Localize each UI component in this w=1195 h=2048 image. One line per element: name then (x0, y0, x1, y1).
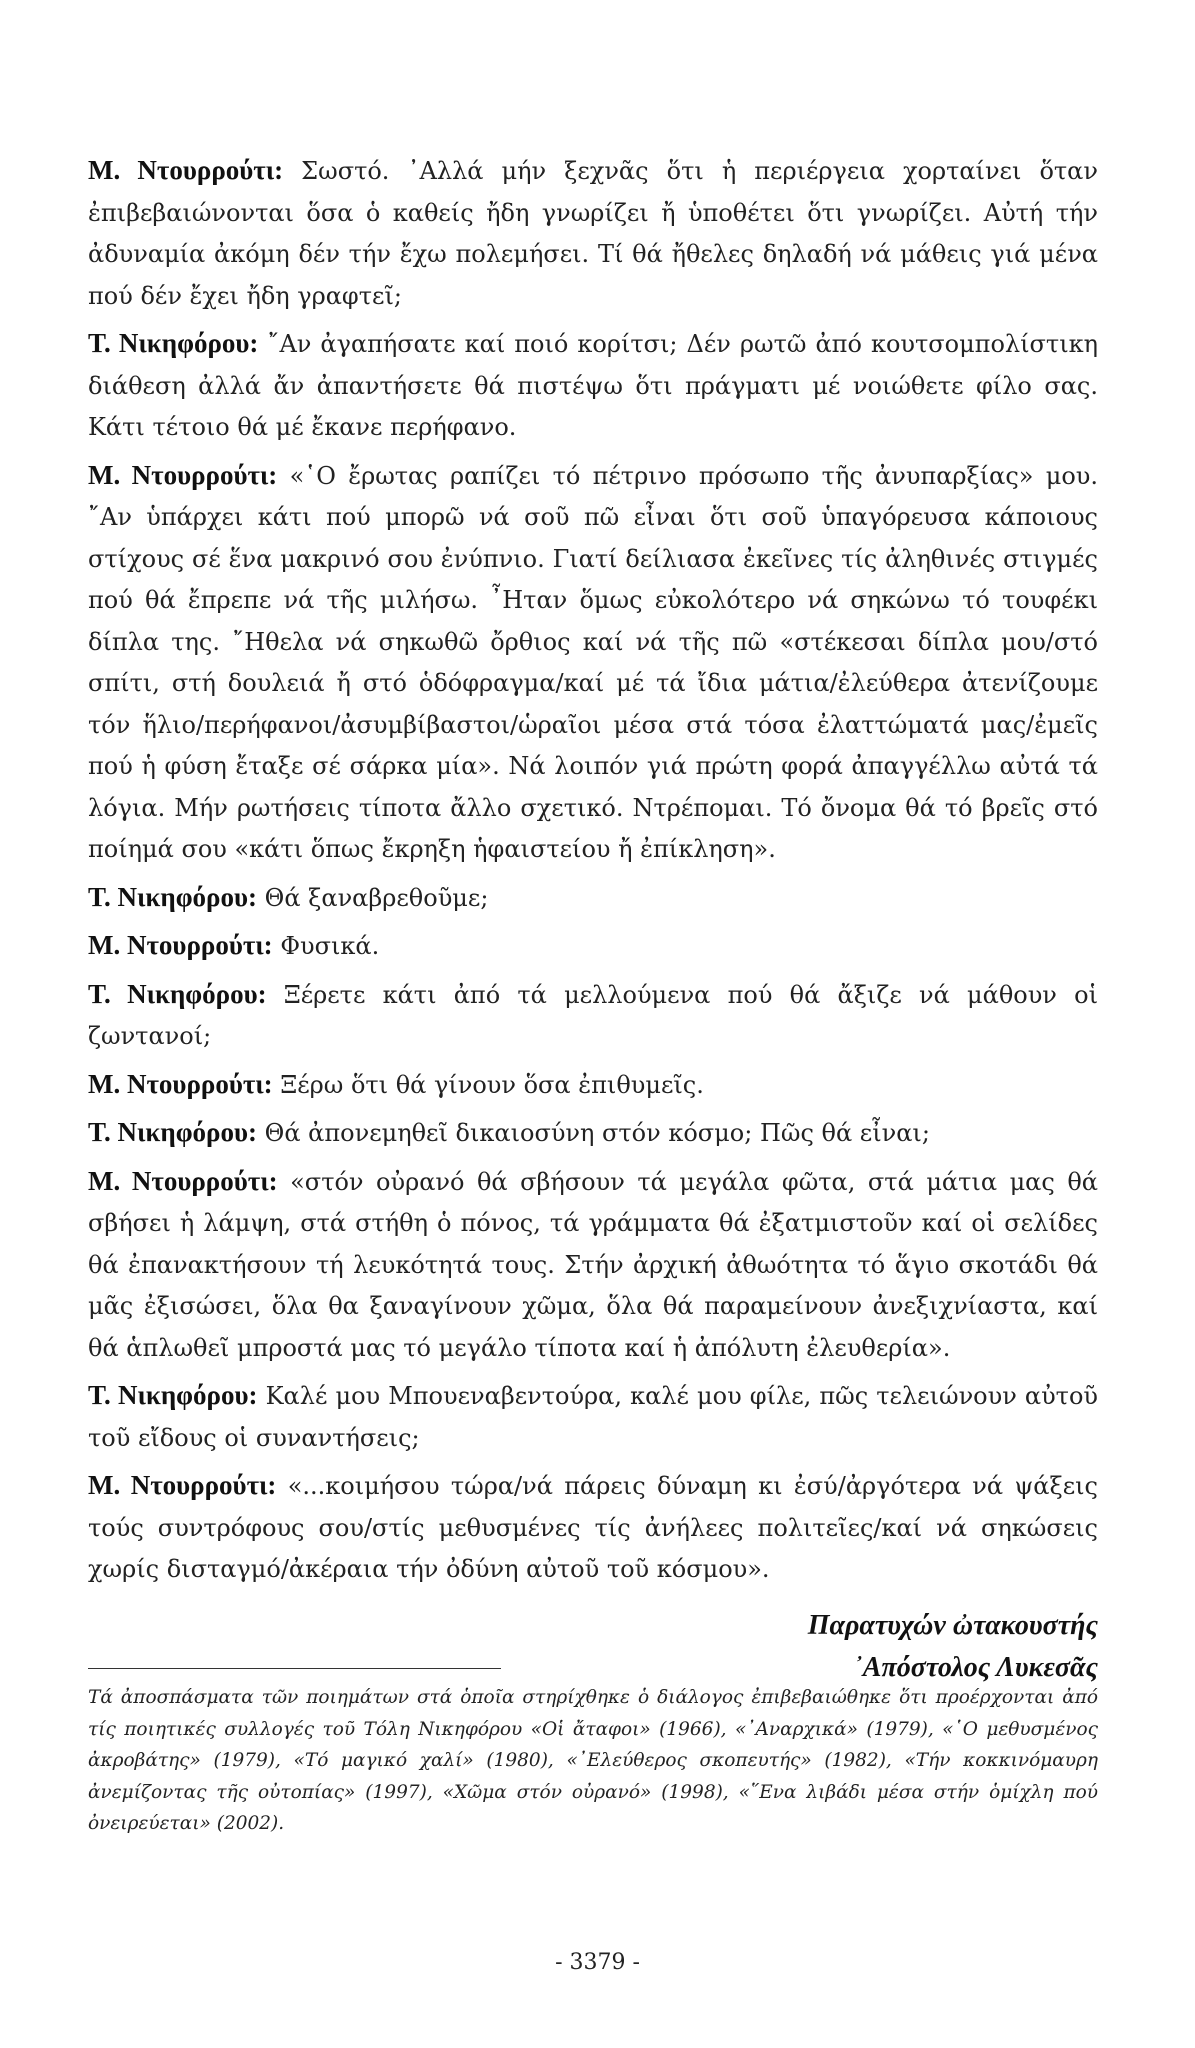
dialogue-entry (88, 323, 1098, 449)
dialogue-entry (88, 1375, 1098, 1459)
dialogue-entry (88, 877, 1098, 920)
dialogue-body (88, 150, 1098, 1689)
dialogue-text: Σωστό. ᾿Αλλά μήν ξεχνᾶς ὅτι ἡ περιέργεια χορταίνει ὅταν ἐπιβεβαιώνονται ὅσα ὁ καθείς ἤδη γνωρίζει ἤ ὑποθέτει ὅτι γνωρίζει. Αὐτή τήν ἀδυναμία ἀκόμη δέν τήν ἔχω πολεμήσει. Τί θά ἤθελες δηλαδή νά μάθεις γιά μένα πού δέν ἔχει ἤδη γραφτεῖ; (88, 157, 1098, 310)
dialogue-text: Φυσικά. (280, 932, 380, 960)
speaker-name: Μ. Ντουρρούτι: (88, 459, 278, 490)
speaker-name: Μ. Ντουρρούτι: (88, 930, 273, 960)
dialogue-text: Ξέρετε κάτι ἀπό τά μελλούμενα πού θά ἄξιζε νά μάθουν οἱ ζωντανοί; (88, 980, 1098, 1050)
dialogue-text: ῎Αν ἀγαπήσατε καί ποιό κορίτσι; Δέν ρωτῶ ἀπό κουτσομπολίστικη διάθεση ἀλλά ἄν ἀπαντήσετε θά πιστέψω ὅτι πράγματι μέ νοιώθετε φίλο σας. Κάτι τέτοιο θά μέ ἔκανε περήφανο. (88, 330, 1098, 441)
dialogue-entry (88, 1064, 1098, 1107)
footnote: Τά ἀποσπάσματα τῶν ποιημάτων στά ὁποῖα στηρίχθηκε ὁ διάλογος ἐπιβεβαιώθηκε ὅτι προέρχονται ἀπό τίς ποιητικές συλλογές τοῦ Τόλη Νικηφόρου «Οἱ ἄταφοι» (1966), «᾿Αναρχικά» (1979), «῾Ο μεθυσμένος ἀκροβάτης» (1979), «Τό μαγικό χαλί» (1980), «᾿Ελεύθερος σκοπευτής» (1982), «Τήν κοκκινόμαυρη ἀνεμίζοντας τῆς οὐτοπίας» (1997), «Χῶμα στόν οὐρανό» (1998), «῞Ενα λιβάδι μέσα στήν ὁμίχλη πού ὀνειρεύεται» (2002). (88, 1687, 1098, 1834)
speaker-name: Μ. Ντουρρούτι: (88, 1068, 273, 1099)
footnote-divider (88, 1668, 501, 1669)
speaker-name: Μ. Ντουρρούτι: (88, 155, 284, 185)
dialogue-entry (88, 974, 1098, 1058)
signature (88, 1605, 1098, 1689)
signature-title: Παρατυχών ὠτακουστής (807, 1609, 1098, 1641)
dialogue-text: «῾Ο ἔρωτας ραπίζει τό πέτρινο πρόσωπο τῆς ἀνυπαρξίας» μου. ῎Αν ὑπάρχει κάτι πού μπορῶ νά σοῦ πῶ εἶναι ὅτι σοῦ ὑπαγόρευσα κάποιους στίχους σέ ἕνα μακρινό σου ἐνύπνιο. Γιατί δείλιασα ἐκεῖνες τίς ἀληθινές στιγμές πού θά ἔπρεπε νά τῆς μιλήσω. ῏Ηταν ὅμως εὐκολότερο νά σηκώνω τό τουφέκι δίπλα της. ῎Ηθελα νά σηκωθῶ ὄρθιος καί νά τῆς πῶ «στέκεσαι δίπλα μου/στό σπίτι, στή δουλειά ἤ στό ὁδόφραγμα/καί μέ τά ἴδια μάτια/ἐλεύθερα ἀτενίζουμε τόν ἥλιο/περήφανοι/ἀσυμβίβαστοι/ὡραῖοι μέσα στά τόσα ἐλαττώματά μας/ἐμεῖς πού ἡ φύση ἔταξε σέ σάρκα μία». Νά λοιπόν γιά πρώτη φορά ἀπαγγέλλω αὐτά τά λόγια. Μήν ρωτήσεις τίποτα ἄλλο σχετικό. Ντρέπομαι. Τό ὄνομα θά τό βρεῖς στό ποίημά σου «κάτι ὅπως ἔκρηξη ἡφαιστείου ἤ ἐπίκληση». (88, 461, 1098, 863)
signature-author: ᾿Απόστολος Λυκεσᾶς (853, 1651, 1098, 1683)
dialogue-text: «στόν οὐρανό θά σβήσουν τά μεγάλα φῶτα, στά μάτια μας θά σβήσει ἡ λάμψη, στά στήθη ὁ πόνος, τά γράμματα θά ἐξατμιστοῦν καί οἱ σελίδες θά ἐπανακτήσουν τή λευκότητά τους. Στήν ἀρχική ἀθωότητα τό ἅγιο σκοτάδι θά μᾶς ἐξισώσει, ὅλα θα ξαναγίνουν χῶμα, ὅλα θά παραμείνουν ἀνεξιχνίαστα, καί θά ἁπλωθεῖ μπροστά μας τό μεγάλο τίποτα καί ἡ ἀπόλυτη ἐλευθερία». (88, 1167, 1098, 1362)
speaker-name: Μ. Ντουρρούτι: (88, 1470, 277, 1500)
dialogue-text: Καλέ μου Μπουεναβεντούρα, καλέ μου φίλε, πῶς τελειώνουν αὐτοῦ τοῦ εἴδους οἱ συναντήσεις; (88, 1382, 1098, 1452)
dialogue-entry (88, 1112, 1098, 1155)
dialogue-text: Θά ἀπονεμηθεῖ δικαιοσύνη στόν κόσμο; Πῶς θά εἶναι; (264, 1119, 930, 1147)
dialogue-entry (88, 150, 1098, 317)
dialogue-text: «...κοιμήσου τώρα/νά πάρεις δύναμη κι ἐσύ/ἀργότερα νά ψάξεις τούς συντρόφους σου/στίς μεθυσμένες τίς ἀνήλεες πολιτεῖες/καί νά σηκώσεις χωρίς δισταγμό/ἀκέραια τήν ὀδύνη αὐτοῦ τοῦ κόσμου». (88, 1472, 1098, 1583)
speaker-name: Τ. Νικηφόρου: (88, 881, 258, 912)
dialogue-entry (88, 1465, 1098, 1591)
dialogue-entry (88, 455, 1098, 871)
speaker-name: Τ. Νικηφόρου: (88, 978, 267, 1009)
page-number: - 3379 - (555, 1950, 640, 1975)
dialogue-text: Θά ξαναβρεθοῦμε; (264, 883, 489, 912)
dialogue-entry (88, 1161, 1098, 1370)
dialogue-entry (88, 925, 1098, 968)
speaker-name: Μ. Ντουρρούτι: (88, 1165, 278, 1196)
speaker-name: Τ. Νικηφόρου: (88, 1117, 258, 1147)
dialogue-text: Ξέρω ὅτι θά γίνουν ὅσα ἐπιθυμεῖς. (280, 1070, 704, 1099)
speaker-name: Τ. Νικηφόρου: (88, 1380, 258, 1410)
speaker-name: Τ. Νικηφόρου: (88, 328, 259, 358)
